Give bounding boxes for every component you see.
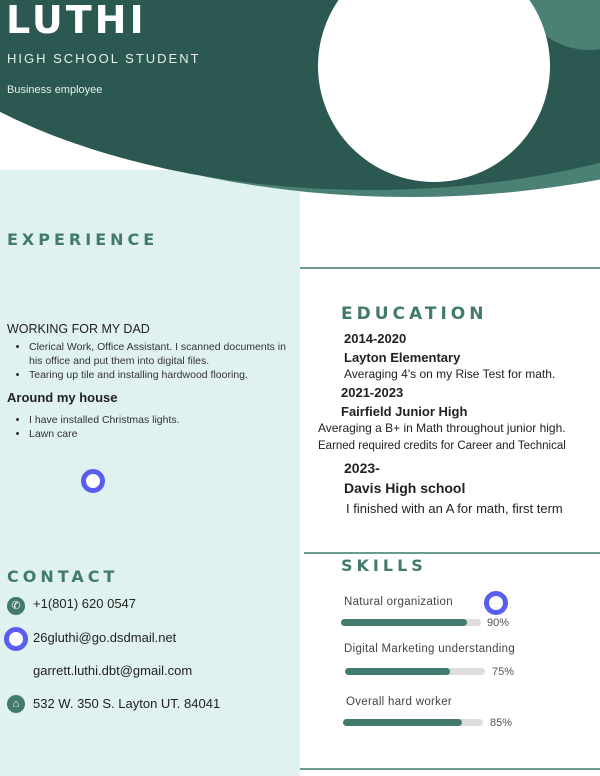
skill-bar — [341, 619, 481, 626]
skill-bar-fill — [343, 719, 462, 726]
skill-name: Digital Marketing understanding — [344, 643, 516, 655]
email-icon — [4, 627, 28, 651]
edu-years: 2021-2023 — [341, 385, 404, 400]
address: 532 W. 350 S. Layton UT. 84041 — [33, 696, 221, 711]
list-item: • Tearing up tile and installing hardwood flooring. — [29, 368, 292, 382]
marker-icon — [484, 591, 508, 615]
email-secondary[interactable]: garrett.luthi.dbt@gmail.com — [33, 663, 193, 678]
email-primary[interactable]: 26gluthi@go.dsdmail.net — [33, 630, 177, 645]
divider — [304, 552, 600, 554]
skill-percent: 85% — [490, 717, 513, 729]
list-item: • I have installed Christmas lights. — [29, 413, 292, 427]
edu-years: 2023- — [344, 460, 380, 476]
phone-icon: ✆ — [7, 597, 25, 615]
list-item: • Clerical Work, Office Assistant. I scanned documents in his office and put them into digital files. — [29, 340, 292, 368]
skill-bar — [343, 719, 483, 726]
job-title: Around my house — [7, 390, 118, 405]
edu-school: Davis High school — [344, 480, 466, 496]
skill-name: Overall hard worker — [346, 696, 453, 708]
left-panel — [0, 170, 300, 776]
skill-name: Natural organization — [344, 596, 453, 608]
education-heading: EDUCATION — [341, 304, 488, 324]
divider — [300, 267, 600, 269]
skill-bar-fill — [345, 668, 450, 675]
skill-bar — [345, 668, 485, 675]
edu-note: Averaging 4's on my Rise Test for math. — [344, 367, 556, 381]
edu-note: I finished with an A for math, first term — [346, 501, 563, 516]
marker-icon — [81, 469, 105, 493]
edu-school: Fairfield Junior High — [341, 404, 468, 419]
home-icon: ⌂ — [7, 695, 25, 713]
skills-heading: SKILLS — [341, 556, 427, 575]
divider — [300, 768, 600, 770]
phone-number: +1(801) 620 0547 — [33, 596, 137, 611]
skill-bar-fill — [341, 619, 467, 626]
edu-years: 2014-2020 — [344, 331, 407, 346]
contact-heading: CONTACT — [7, 567, 119, 586]
edu-school: Layton Elementary — [344, 350, 461, 365]
experience-heading: EXPERIENCE — [7, 230, 159, 249]
name-title: LUTHI — [6, 0, 147, 42]
skill-percent: 75% — [492, 666, 515, 678]
edu-note: Averaging a B+ in Math throughout junior high. — [318, 421, 566, 435]
skill-percent: 90% — [487, 617, 510, 629]
list-item: • Lawn care — [29, 427, 292, 441]
role-subtitle: HIGH SCHOOL STUDENT — [7, 51, 201, 66]
tagline: Business employee — [7, 84, 103, 96]
experience-section — [7, 322, 292, 441]
job-title: WORKING FOR MY DAD — [7, 322, 150, 336]
edu-note: Earned required credits for Career and Technical — [318, 440, 566, 452]
